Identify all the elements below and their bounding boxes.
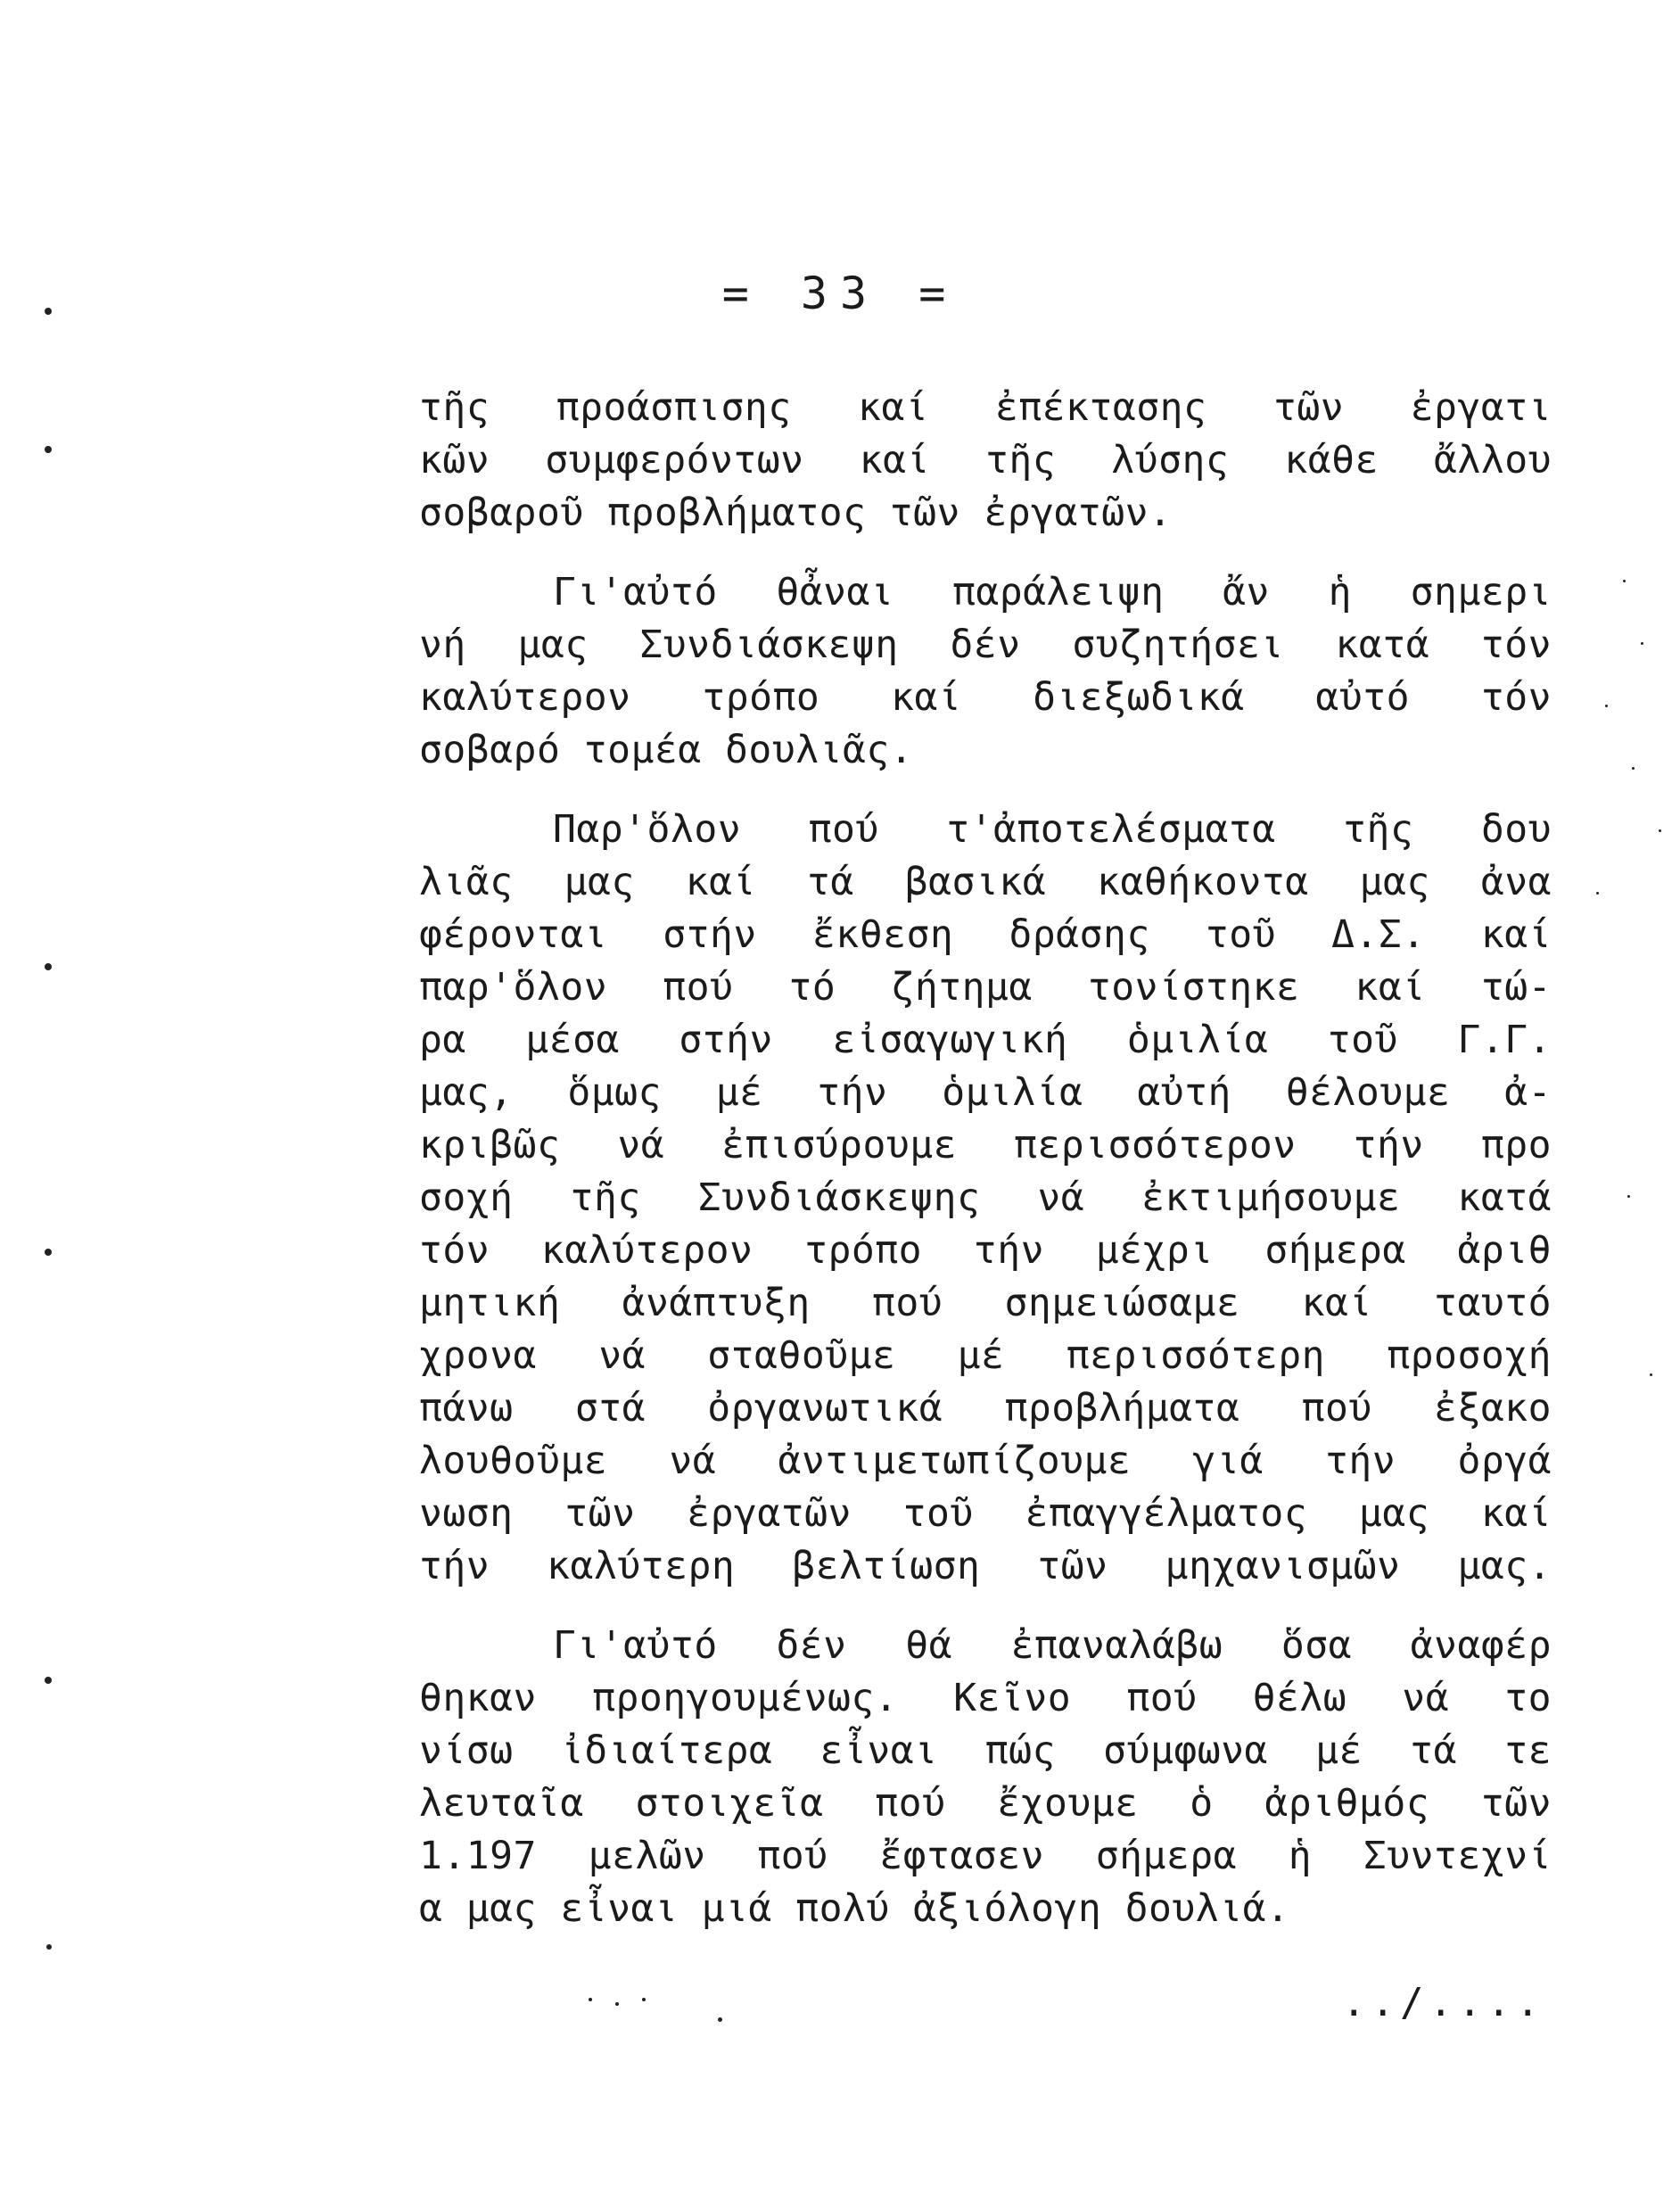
- text-line: Γι'αὐτό δέν θά ἐπαναλάβω ὅσα ἀναφέρ: [553, 1623, 1552, 1668]
- scan-speck: [642, 1998, 646, 2001]
- text-line: λευταῖα στοιχεῖα πού ἔχουμε ὁ ἀριθμός τῶν: [419, 1781, 1552, 1826]
- continuation-mark: ../....: [1342, 1980, 1545, 2025]
- paragraph: [419, 382, 1552, 540]
- text-line: νίσω ἰδιαίτερα εἶναι πώς σύμφωνα μέ τά τε: [419, 1728, 1552, 1773]
- scan-speck: [718, 2017, 722, 2022]
- text-line: θηκαν προηγουμένως. Κεῖνο πού θέλω νά το: [419, 1676, 1552, 1720]
- text-line: νή μας Συνδιάσκεψη δέν συζητήσει κατά τόν: [419, 623, 1552, 667]
- paragraph: [419, 804, 1552, 1593]
- text-line: παρ'ὅλον πού τό ζήτημα τονίστηκε καί τώ-: [419, 965, 1552, 1010]
- body-text: [419, 382, 1552, 1935]
- paragraph: [419, 566, 1552, 777]
- paragraph: [419, 1620, 1552, 1935]
- scan-speck: [46, 1944, 52, 1950]
- scan-speck: [589, 1998, 592, 2001]
- scan-speck: [45, 446, 52, 453]
- text-line: τήν καλύτερη βελτίωση τῶν μηχανισμῶν μας.: [419, 1544, 1552, 1588]
- scan-speck: [1641, 642, 1643, 645]
- text-line: μας, ὅμως μέ τήν ὁμιλία αὐτή θέλουμε ἀ-: [419, 1070, 1552, 1115]
- scan-speck: [1605, 705, 1608, 707]
- scan-speck: [45, 1249, 52, 1256]
- text-line: κῶν συμφερόντων καί τῆς λύσης κάθε ἄλλου: [419, 438, 1552, 482]
- scan-speck: [1627, 1195, 1630, 1198]
- text-line: τόν καλύτερον τρόπο τήν μέχρι σήμερα ἀριθ: [419, 1228, 1552, 1273]
- text-line: λουθοῦμε νά ἀντιμετωπίζουμε γιά τήν ὀργά: [419, 1439, 1552, 1483]
- scan-speck: [1596, 892, 1599, 895]
- text-line: σοβαρό τομέα δουλιᾶς.: [419, 728, 914, 772]
- scan-speck: [45, 1677, 52, 1684]
- text-line: σοχή τῆς Συνδιάσκεψης νά ἐκτιμήσουμε κατά: [419, 1175, 1552, 1220]
- text-line: μητική ἀνάπτυξη πού σημειώσαμε καί ταυτό: [419, 1281, 1552, 1325]
- scan-speck: [45, 308, 52, 315]
- text-line: φέρονται στήν ἔκθεση δράσης τοῦ Δ.Σ. καί: [419, 912, 1552, 957]
- text-line: πάνω στά ὀργανωτικά προβλήματα πού ἐξακο: [419, 1386, 1552, 1431]
- page-number: = 33 =: [721, 268, 959, 319]
- text-line: σοβαροῦ προβλήματος τῶν ἐργατῶν.: [419, 491, 1173, 535]
- text-line: καλύτερον τρόπο καί διεξωδικά αὐτό τόν: [419, 675, 1552, 720]
- text-line: τῆς προάσπισης καί ἐπέκτασης τῶν ἐργατι: [419, 385, 1552, 430]
- text-line: χρονα νά σταθοῦμε μέ περισσότερη προσοχή: [419, 1333, 1552, 1378]
- text-line: νωση τῶν ἐργατῶν τοῦ ἐπαγγέλματος μας καί: [419, 1491, 1552, 1536]
- scan-speck: [1623, 580, 1626, 582]
- scan-speck: [615, 2002, 619, 2006]
- text-line: α μας εἶναι μιά πολύ ἀξιόλογη δουλιά.: [419, 1886, 1290, 1931]
- text-line: Παρ'ὅλον πού τ'ἀποτελέσματα τῆς δου: [553, 807, 1552, 852]
- scan-speck: [1650, 1373, 1652, 1376]
- scan-speck: [1659, 829, 1661, 832]
- text-line: Γι'αὐτό θἆναι παράλειψη ἄν ἡ σημερι: [553, 570, 1552, 614]
- scan-speck: [1632, 767, 1635, 770]
- text-line: κριβῶς νά ἐπισύρουμε περισσότερον τήν προ: [419, 1123, 1552, 1167]
- text-line: ρα μέσα στήν εἰσαγωγική ὁμιλία τοῦ Γ.Γ.: [419, 1018, 1552, 1062]
- scan-speck: [45, 963, 52, 970]
- text-line: 1.197 μελῶν πού ἔφτασεν σήμερα ἡ Συντεχνί: [419, 1834, 1552, 1878]
- text-line: λιᾶς μας καί τά βασικά καθήκοντα μας ἀνα: [419, 860, 1552, 904]
